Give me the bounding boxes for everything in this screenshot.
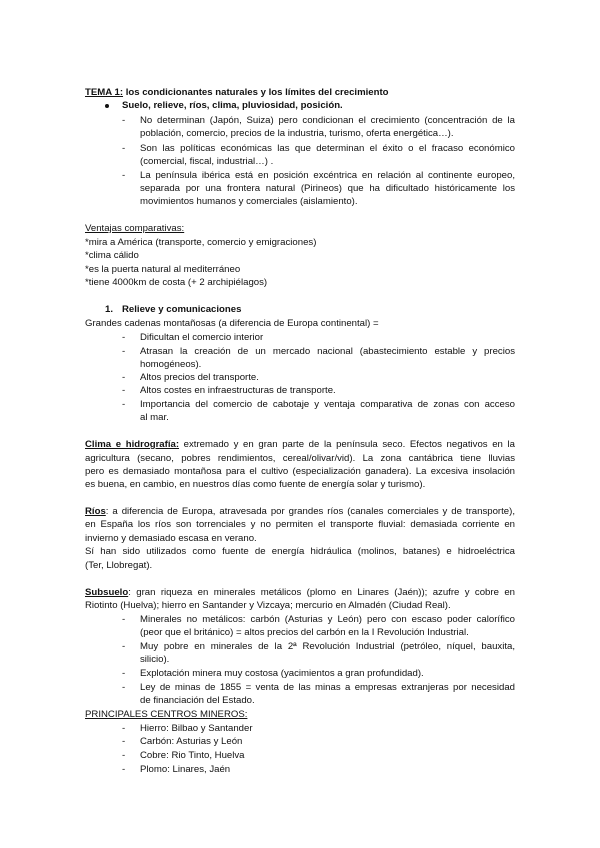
relieve-item-line: Importancia del comercio de cabotaje y ventaja comparativa de zonas con acceso	[140, 399, 515, 410]
dash: -	[122, 170, 126, 181]
clima-text: extremado y en gran parte de la península seco. Efectos negativos en la	[179, 439, 515, 450]
clima-line-1	[85, 438, 515, 451]
tema-title: los condicionantes naturales y los límites del crecimiento	[123, 87, 389, 98]
dash: -	[122, 641, 126, 652]
centros-item: Cobre: Rio Tinto, Huelva	[140, 750, 245, 761]
clima-label: Clima e hidrografía:	[85, 439, 180, 450]
dash: -	[122, 385, 126, 396]
relieve-intro: Grandes cadenas montañosas (a diferencia de Europa continental) =	[85, 318, 379, 329]
bullet-dot	[105, 104, 109, 108]
document-title	[85, 86, 389, 99]
dash: -	[122, 399, 126, 410]
subsuelo-item-line: de financiación del Estado.	[140, 695, 255, 706]
dash: -	[122, 682, 126, 693]
rios-line-1	[85, 505, 515, 518]
clima-line: pero es demasiado montañosa para el cultivo (especialización ganadera). La excesiva insolación	[85, 466, 515, 477]
subsuelo-item-line: Explotación minera muy costosa (yacimientos a gran profundidad).	[140, 668, 424, 679]
subsuelo-item-line: Muy pobre en minerales de la 2ª Revolución Industrial (petróleo, níquel, bauxita,	[140, 641, 515, 652]
rios-line: invierno y demasiado escasa en verano.	[85, 533, 257, 544]
ventajas-line: *mira a América (transporte, comercio y emigraciones)	[85, 237, 317, 248]
rios-line: Sí han sido utilizados como fuente de energía hidráulica (molinos, batanes) e hidroeléctrica	[85, 546, 515, 557]
rios-line: (Ter, Llobregat).	[85, 560, 153, 571]
tema-item-1-line-1: No determinan (Japón, Suiza) pero condicionan el crecimiento (concentración de la	[140, 115, 515, 126]
dash: -	[122, 750, 126, 761]
relieve-item-line: Altos costes en infraestructuras de transporte.	[140, 385, 336, 396]
subsuelo-text: : gran riqueza en minerales metálicos (plomo en Linares (Jaén)); azufre y cobre en	[128, 587, 515, 598]
rios-text: : a diferencia de Europa, atravesada por grandes ríos (canales comerciales y de transporte),	[105, 506, 515, 517]
centros-item: Hierro: Bilbao y Santander	[140, 723, 253, 734]
ventajas-heading: Ventajas comparativas:	[85, 223, 185, 234]
relieve-item-line: Atrasan la creación de un mercado nacional (abastecimiento estable y precios	[140, 346, 515, 357]
dash: -	[122, 614, 126, 625]
relieve-item-line: al mar.	[140, 412, 169, 423]
relieve-item-line: Altos precios del transporte.	[140, 372, 259, 383]
subsuelo-item-line: Ley de minas de 1855 = venta de las minas a empresas extranjeras por necesidad	[140, 682, 515, 693]
dash: -	[122, 372, 126, 383]
subsuelo-item-line: silicio).	[140, 654, 170, 665]
centros-item: Carbón: Asturias y León	[140, 736, 243, 747]
dash: -	[122, 668, 126, 679]
tema-item-3-line-3: movimientos humanos y comerciales (aislamiento).	[140, 196, 358, 207]
bullet-text: Suelo, relieve, ríos, clima, pluviosidad, posición.	[122, 100, 343, 111]
centros-heading: PRINCIPALES CENTROS MINEROS:	[85, 709, 248, 720]
dash: -	[122, 346, 126, 357]
dash: -	[122, 332, 126, 343]
rios-label: Ríos	[85, 506, 106, 517]
subsuelo-line: Riotinto (Huelva); hierro en Santander y Vizcaya; mercurio en Almadén (Ciudad Real).	[85, 600, 451, 611]
clima-line: agricultura (secano, pobres rendimientos, cereal/olivar/vid). La zona cantábrica tiene lluvias	[85, 453, 515, 464]
relieve-item-line: Dificultan el comercio interior	[140, 332, 264, 343]
subsuelo-item-line: (peor que el británico) = altos precios del carbón en la I Revolución Industrial.	[140, 627, 469, 638]
dash: -	[122, 143, 126, 154]
ventajas-line: *tiene 4000km de costa (+ 2 archipiélagos)	[85, 277, 268, 288]
centros-item: Plomo: Linares, Jaén	[140, 764, 231, 775]
tema-item-1-line-2: población, comercio, precios de la industria, turismo, oferta energética…).	[140, 128, 454, 139]
dash: -	[122, 723, 126, 734]
ventajas-line: *es la puerta natural al mediterráneo	[85, 264, 241, 275]
tema-item-2-line-2: (comercial, fiscal, industrial…) .	[140, 156, 274, 167]
relieve-item-line: homogéneos).	[140, 359, 202, 370]
tema-item-3-line-2: separada por una frontera natural (Pirineos) que ha dificultado históricamente los	[140, 183, 515, 194]
rios-line: en España los ríos son torrenciales y no permiten el transporte fluvial: demasiada corriente en	[85, 519, 515, 530]
subsuelo-item-line: Minerales no metálicos: carbón (Asturias y León) pero con escaso poder calorífico	[140, 614, 515, 625]
tema-label: TEMA 1:	[85, 87, 124, 98]
tema-item-3-line-1: La península ibérica está en posición excéntrica en relación al continente europeo,	[140, 170, 515, 181]
tema-item-2-line-1: Son las políticas económicas las que determinan el éxito o el fracaso económico	[140, 143, 515, 154]
subsuelo-line-1	[85, 586, 515, 599]
dash: -	[122, 764, 126, 775]
ventajas-line: *clima cálido	[85, 250, 139, 261]
subsuelo-label: Subsuelo	[85, 587, 129, 598]
section-number: 1.	[105, 304, 114, 315]
dash: -	[122, 115, 126, 126]
relieve-heading: Relieve y comunicaciones	[122, 304, 242, 315]
dash: -	[122, 736, 126, 747]
clima-line: es buena, en cambio, en nuestros días como fuente de energía solar y turismo).	[85, 479, 426, 490]
